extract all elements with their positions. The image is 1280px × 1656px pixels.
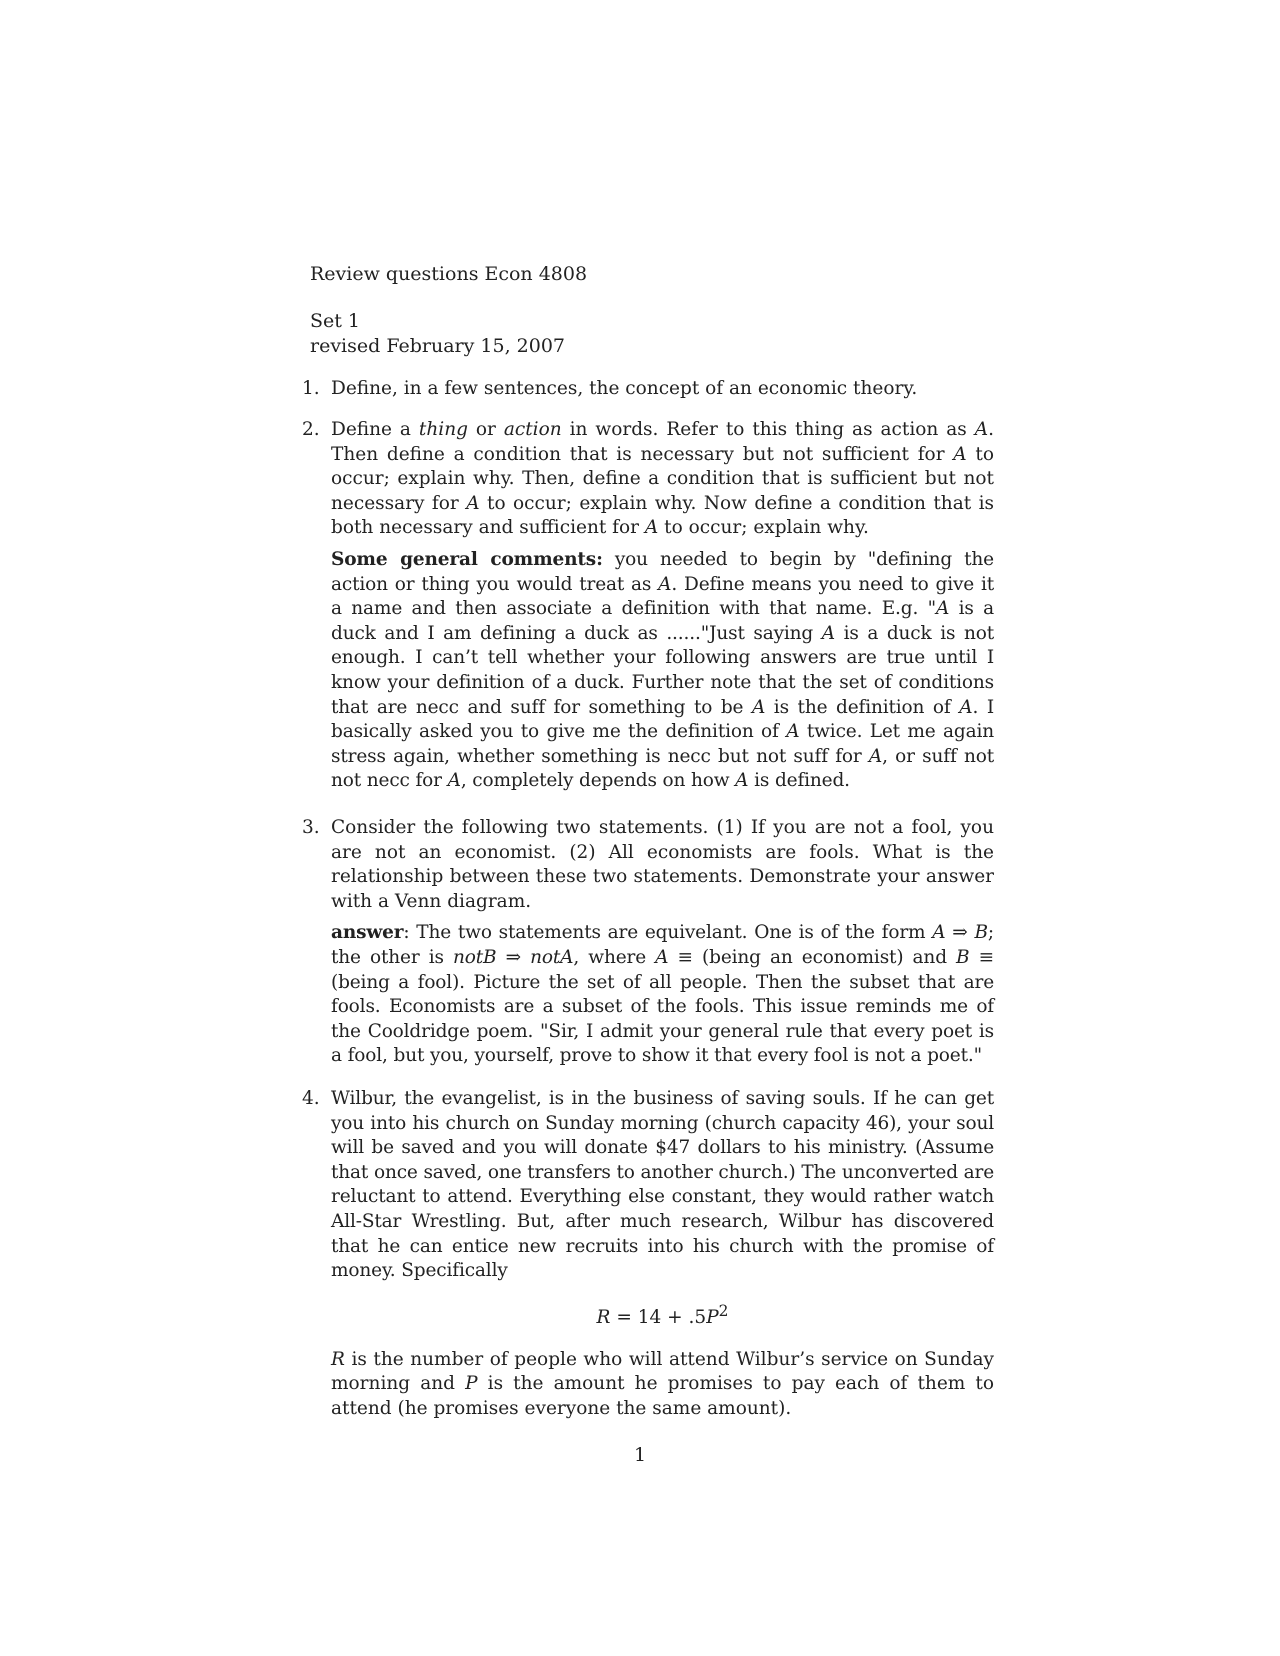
question-text: Wilbur, the evangelist, is in the business of saving souls. If he can get you into his church on Sunday morning (church capacity 46), your soul will be saved and you will donate $47 dollars to his ministry. (Assume that once saved, one transfers to another church.) The unconverted are reluctant to attend. Everything else constant, they would rather watch All-Star Wrestling. But, after much research, Wilbur has discovered that he can entice new recruits into his church with the promise of money. Specifically <box>331 1088 994 1282</box>
text-run: thing <box>418 419 468 440</box>
text-run: is the number of people who will attend Wilbur’s service on Sunday morning and <box>331 1348 994 1395</box>
text-run: or <box>467 419 504 440</box>
general-comments <box>331 548 994 794</box>
math-variable: R <box>331 1348 345 1370</box>
math-variable: A <box>644 517 659 539</box>
text-run: , completely depends on how <box>460 770 736 792</box>
text-run: , or suff not not necc for <box>331 745 994 792</box>
math-variable: P <box>465 1373 478 1395</box>
math-variable: A <box>735 770 749 792</box>
equation-body: = 14 + .5 <box>610 1306 707 1328</box>
math-variable: A <box>959 696 973 718</box>
text-run: is the definition of <box>765 696 960 718</box>
question-number: 2. <box>302 419 320 440</box>
text-run: is a duck is not enough. I can’t tell whether your following answers are true until I know your definition of a duck. Further note that the set of conditions that are necc and suff for something to be <box>331 622 994 718</box>
page-number: 1 <box>633 1444 647 1466</box>
text-run: ≡ (being a fool). Picture the set of all people. Then the subset that are fools. Economists are a subset of the fools. This issue reminds me of the Cooldridge poem. "Sir, I admit your general rule that every poet is a fool, but you, yourself, prove to show it that every fool is not a poet." <box>331 946 995 1067</box>
answer-label: answer <box>331 922 404 944</box>
question-3 <box>302 816 994 1069</box>
equation-exponent: 2 <box>718 1301 729 1320</box>
comments-label: Some general comments: <box>331 548 603 570</box>
math-variable: A <box>935 598 950 620</box>
math-variable: A <box>821 622 835 644</box>
text-run: . I basically asked you to give me the definition of <box>331 696 994 743</box>
question-text: Consider the following two statements. (1) If you are not a fool, you are not an economist. (2) All economists are fools. What is the relationship between these two statements. Demonstrate your answer with a Venn diagram. <box>331 817 994 912</box>
document-title: Review questions Econ 4808 <box>310 263 588 285</box>
math-variable: A <box>658 573 672 595</box>
set-label: Set 1 <box>310 310 361 332</box>
text-run: Define a <box>331 419 419 440</box>
text-run: to occur; explain why. Then, define a condition that is sufficient but not necessary for <box>331 443 994 514</box>
question-number: 3. <box>302 817 320 838</box>
math-variable: A <box>466 492 480 514</box>
math-variable: P <box>706 1306 719 1328</box>
math-variable: A <box>447 770 461 792</box>
math-variable: R <box>596 1306 611 1328</box>
math-variable: A <box>868 745 883 767</box>
text-run: action <box>503 419 562 440</box>
question-number: 4. <box>302 1088 320 1109</box>
text-run: . Then define a condition that is necessary but not sufficient for <box>331 419 994 465</box>
math-expression: A ⇒ B <box>932 922 988 944</box>
question-4 <box>302 1087 994 1421</box>
math-variable: B <box>956 946 970 968</box>
question-number: 1. <box>302 378 320 399</box>
text-run: is a duck and I am defining a duck as ......"Just saying <box>331 598 995 644</box>
text-run: you needed to begin by "defining the action or thing you would treat as <box>331 548 994 595</box>
text-run: : The two statements are equivelant. One is of the form <box>403 922 933 944</box>
question-2 <box>302 418 994 794</box>
text-run: ; the other is <box>331 922 994 968</box>
text-run: is the amount he promises to pay each of them to attend (he promises everyone the same amount). <box>331 1373 994 1419</box>
math-variable: A <box>655 946 669 968</box>
text-run: to occur; explain why. <box>658 517 869 539</box>
question-text: Define, in a few sentences, the concept of an economic theory. <box>331 378 918 399</box>
math-expression: notB ⇒ notA <box>452 946 574 968</box>
revision-date: revised February 15, 2007 <box>310 335 565 357</box>
text-run: to occur; explain why. Now define a condition that is both necessary and sufficient for <box>331 492 995 539</box>
question-1 <box>302 377 994 402</box>
text-run: in words. Refer to this thing as action as <box>561 419 975 440</box>
text-run: is defined. <box>748 770 850 792</box>
math-variable: A <box>786 721 800 743</box>
math-variable: A <box>974 419 989 440</box>
variable-definitions <box>331 1348 994 1422</box>
math-variable: A <box>953 443 967 465</box>
text-run: . Define means you need to give it a name and then associate a definition with that name. E.g. " <box>331 573 994 620</box>
text-run: ≡ (being an economist) and <box>668 946 957 968</box>
answer-paragraph <box>331 921 994 1069</box>
text-run: , where <box>573 946 656 968</box>
question-text <box>331 418 994 541</box>
math-variable: A <box>751 696 766 718</box>
attendance-equation <box>331 1299 994 1331</box>
text-run: twice. Let me again stress again, whether something is necc but not suff for <box>331 721 995 767</box>
